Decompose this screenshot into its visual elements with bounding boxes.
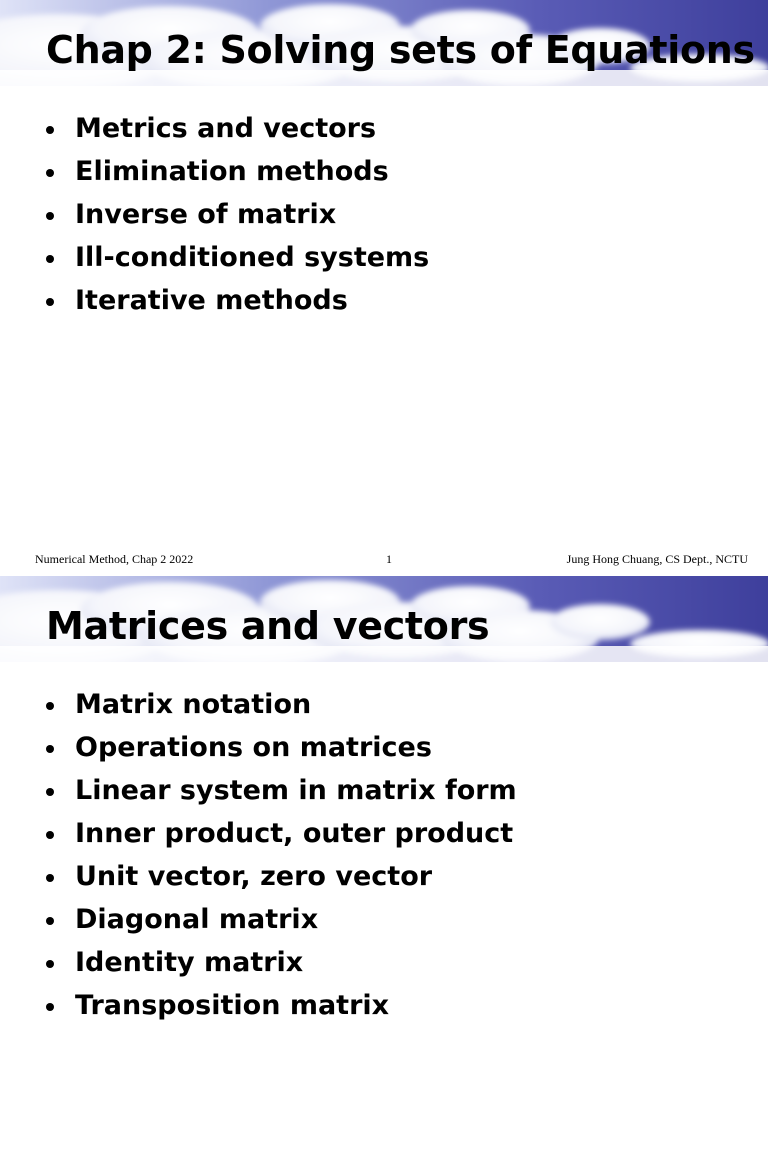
bullet-text: Unit vector, zero vector [75, 861, 433, 892]
bullet-item [46, 901, 517, 944]
slide-2 [0, 576, 768, 1152]
bullet-icon [46, 702, 54, 710]
bullet-list [46, 686, 517, 1030]
bullet-text: Iterative methods [75, 285, 348, 316]
bullet-text: Ill-conditioned systems [75, 242, 430, 273]
bullet-text: Elimination methods [75, 156, 389, 187]
bullet-icon [46, 255, 54, 263]
bullet-icon [46, 212, 54, 220]
bullet-item [46, 282, 429, 325]
bullet-text: Identity matrix [75, 947, 304, 978]
bullet-item [46, 110, 429, 153]
bullet-item [46, 772, 517, 815]
footer-author: Jung Hong Chuang, CS Dept., NCTU [566, 552, 748, 566]
bullet-text: Metrics and vectors [75, 113, 377, 144]
bullet-icon [46, 960, 54, 968]
bullet-item [46, 196, 429, 239]
bullet-icon [46, 917, 54, 925]
bullet-icon [46, 831, 54, 839]
slide-title: Chap 2: Solving sets of Equations [46, 28, 755, 72]
bullet-item [46, 944, 517, 987]
bullet-icon [46, 788, 54, 796]
bullet-icon [46, 298, 54, 306]
bullet-icon [46, 1003, 54, 1011]
bullet-icon [46, 745, 54, 753]
bullet-item [46, 686, 517, 729]
bullet-text: Inverse of matrix [75, 199, 337, 230]
bullet-icon [46, 874, 54, 882]
bullet-item [46, 858, 517, 901]
bullet-text: Diagonal matrix [75, 904, 319, 935]
bullet-item [46, 815, 517, 858]
bullet-item [46, 153, 429, 196]
bullet-item [46, 239, 429, 282]
bullet-text: Operations on matrices [75, 732, 432, 763]
footer-course: Numerical Method, Chap 2 2022 [35, 552, 194, 566]
footer-page-number: 1 [386, 552, 392, 566]
bullet-icon [46, 169, 54, 177]
bullet-list [46, 110, 429, 325]
bullet-text: Transposition matrix [75, 990, 390, 1021]
bullet-text: Inner product, outer product [75, 818, 514, 849]
bullet-icon [46, 126, 54, 134]
bullet-text: Linear system in matrix form [75, 775, 517, 806]
bullet-text: Matrix notation [75, 689, 312, 720]
slide-title: Matrices and vectors [46, 604, 490, 648]
bullet-item [46, 729, 517, 772]
